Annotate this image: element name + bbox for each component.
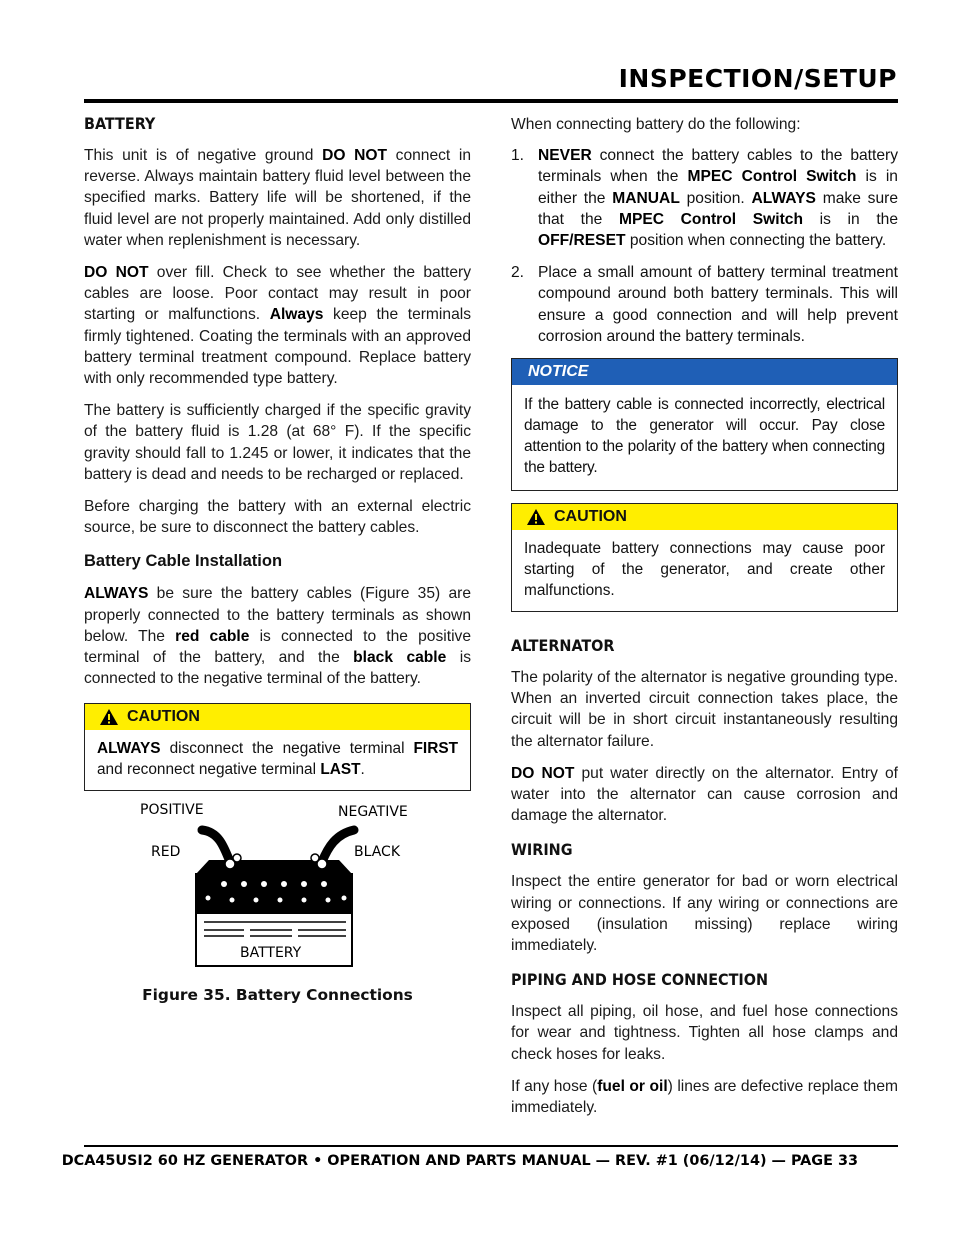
step-2: 2. Place a small amount of battery terminal treatment compound around both battery terminals. This will ensure a good connection and will help prevent corrosion around the battery terminals. (511, 264, 898, 345)
connection-steps (511, 145, 898, 347)
left-column (84, 114, 471, 1004)
notice-header: NOTICE (512, 359, 897, 385)
black-label: BLACK (354, 844, 401, 861)
cable-installation-paragraph: ALWAYS be sure the battery cables (Figure 35) are properly connected to the battery terminals as shown below. The red cable is connected to the positive terminal of the battery, and the black cable is connected to the negative terminal of the battery. (84, 585, 471, 688)
alternator-heading: ALTERNATOR (511, 636, 615, 656)
alternator-paragraph-2: DO NOT put water directly on the alternator. Entry of water into the alternator can cause corrosion and damage the alternator. (511, 764, 898, 825)
caution-box-disconnect (84, 703, 471, 791)
caution-body: Inadequate battery connections may cause poor starting of the generator, and create other malfunctions. (524, 540, 885, 600)
battery-paragraph-2: DO NOT over fill. Check to see whether the battery cables are loose. Poor contact may result in poor starting or malfunctions. Always keep the terminals firmly tightened. Coating the terminals with an approved battery terminal treatment compound. Replace battery with only recommended type battery. (84, 264, 471, 388)
notice-box (511, 358, 898, 491)
title-rule (84, 99, 898, 103)
step-1: 1. NEVER connect the battery cables to the battery terminals when the MPEC Control Switch is in either the MANUAL position. ALWAYS make sure that the MPEC Control Switch is in the OFF/RESET position when connecting the battery. (511, 147, 898, 250)
battery-paragraph-1: This unit is of negative ground DO NOT connect in reverse. Always maintain battery fluid level between the specified marks. Battery life will be shortened, if the fluid level are not properly maintained. Add only distilled water when replenishment is necessary. (84, 147, 472, 249)
piping-paragraph-2: If any hose (fuel or oil) lines are defective replace them immediately. (511, 1077, 899, 1117)
connecting-intro: When connecting battery do the following: (511, 116, 801, 133)
caution-header: CAUTION (85, 704, 470, 730)
page-title: INSPECTION/SETUP (618, 64, 897, 93)
battery-diagram (84, 802, 471, 982)
piping-paragraph-1: Inspect all piping, oil hose, and fuel hose connections for wear and tightness. Tighten all hose clamps and check hoses for leaks. (511, 1003, 898, 1063)
footer-rule (84, 1145, 898, 1147)
red-label: RED (151, 844, 181, 861)
warning-triangle-icon (526, 508, 546, 526)
warning-triangle-icon (99, 708, 119, 726)
cable-installation-heading: Battery Cable Installation (84, 552, 283, 571)
caution-header: CAUTION (512, 504, 897, 530)
alternator-paragraph-1: The polarity of the alternator is negative grounding type. When an inverted circuit connection takes place, the circuit will be in short circuit instantaneously resulting the alternator failure. (511, 669, 898, 750)
caution-box-connections (511, 503, 898, 612)
notice-body: If the battery cable is connected incorrectly, electrical damage to the generator will occur. Pay close attention to the polarity of the battery when connecting the battery. (524, 396, 885, 477)
caution-body: ALWAYS disconnect the negative terminal FIRST and reconnect negative terminal LAST. (97, 740, 458, 779)
negative-label: NEGATIVE (338, 804, 408, 821)
wiring-heading: WIRING (511, 840, 573, 860)
battery-heading: BATTERY (84, 114, 156, 133)
footer-text: DCA45USI2 60 HZ GENERATOR • OPERATION AND PARTS MANUAL — REV. #1 (06/12/14) — PAGE 33 (61, 1153, 858, 1169)
right-column (511, 114, 898, 1129)
battery-figure (84, 802, 471, 982)
figure-caption: Figure 35. Battery Connections (142, 986, 413, 1005)
battery-paragraph-4: Before charging the battery with an external electric source, be sure to disconnect the battery cables. (84, 498, 471, 537)
wiring-paragraph: Inspect the entire generator for bad or worn electrical wiring or connections. If any wiring or connections are exposed (insulation missing) replace wiring immediately. (511, 873, 898, 955)
battery-paragraph-3: The battery is sufficiently charged if the specific gravity of the battery fluid is 1.28 (at 68° F). If the specific gravity should fall to 1.245 or lower, it indicates that the battery is dead and needs to be recharged or replaced. (84, 402, 471, 483)
battery-label: BATTERY (240, 945, 302, 962)
positive-label: POSITIVE (140, 802, 204, 819)
piping-heading: PIPING AND HOSE CONNECTION (511, 970, 769, 990)
